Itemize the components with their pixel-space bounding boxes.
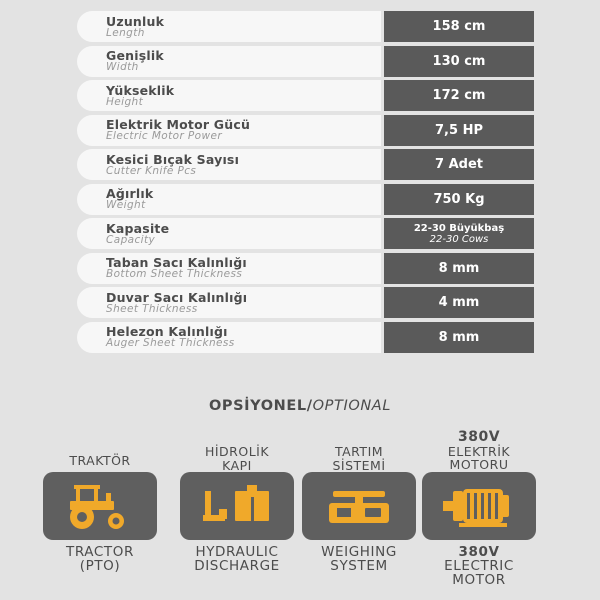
option-title-line: HİDROLİK	[204, 444, 270, 459]
spec-label-en: Sheet Thickness	[106, 302, 198, 315]
option-subtitle-line: DISCHARGE	[194, 558, 280, 574]
spec-label-en: Bottom Sheet Thickness	[106, 268, 243, 280]
scale-icon	[319, 481, 399, 531]
option-subtitle-line: ELECTRIC	[444, 558, 514, 574]
spec-value: 7,5 HP	[384, 115, 534, 146]
optional-heading-sep: /	[306, 398, 313, 414]
spec-value: 8 mm	[384, 253, 534, 284]
option-icon-box	[302, 472, 416, 540]
spec-label-tr: Ağırlık	[106, 186, 154, 201]
option-subtitle	[172, 545, 302, 573]
option-subtitle	[35, 545, 165, 573]
spec-label-en: Cutter Knife Pcs	[106, 164, 197, 177]
spec-label-tr: Kesici Bıçak Sayısı	[106, 151, 240, 167]
capacity-value-en: 22-30 Cows	[429, 233, 489, 245]
option-title-tr	[414, 431, 544, 472]
electric-motor-icon	[439, 481, 519, 531]
spec-value: 158 cm	[384, 11, 534, 42]
spec-label-en: Capacity	[106, 233, 156, 246]
spec-label-tr: Uzunluk	[106, 13, 165, 29]
spec-label-tr: Duvar Sacı Kalınlığı	[106, 289, 248, 305]
spec-value: 4 mm	[384, 287, 534, 318]
spec-label-tr: Kapasite	[106, 220, 170, 236]
option-title-line: SİSTEMİ	[332, 457, 386, 473]
option-subtitle-line: WEIGHING	[321, 544, 397, 560]
optional-item-electric-motor	[414, 0, 544, 600]
spec-value: 7 Adet	[384, 149, 534, 180]
option-subtitle-line: (PTO)	[79, 558, 121, 574]
optional-item-hydraulic-door	[172, 0, 302, 600]
spec-label-tr: Elektrik Motor Gücü	[106, 117, 251, 132]
spec-label-tr: Taban Sacı Kalınlığı	[106, 255, 247, 270]
spec-label-tr: Helezon Kalınlığı	[106, 324, 228, 339]
tractor-icon	[60, 481, 140, 531]
option-icon-box	[422, 472, 536, 540]
option-subtitle-line: MOTOR	[452, 572, 506, 588]
option-title-tr: TRAKTÖR	[69, 453, 131, 468]
optional-item-weighing-system	[294, 0, 424, 600]
spec-label-tr: Yükseklik	[106, 82, 175, 98]
spec-value: 750 Kg	[384, 184, 534, 215]
option-icon-box	[43, 472, 157, 540]
spec-label-tr: Genişlik	[106, 48, 164, 63]
optional-item-tractor	[35, 0, 165, 600]
spec-value: 8 mm	[384, 322, 534, 353]
spec-label-en: Width	[106, 61, 139, 73]
option-subtitle	[414, 545, 544, 587]
optional-heading-tr: OPSİYONEL	[208, 398, 307, 414]
option-title-line: ELEKTRİK	[447, 443, 511, 459]
option-title-tr	[172, 445, 302, 472]
spec-label-en: Height	[106, 95, 144, 108]
option-title-line: TARTIM	[334, 444, 384, 459]
option-icon-box	[180, 472, 294, 540]
option-subtitle-line: HYDRAULIC	[195, 544, 279, 560]
option-title-line: KAPI	[222, 457, 252, 473]
option-title-tr	[294, 445, 424, 472]
option-subtitle-line: TRACTOR	[66, 544, 134, 560]
spec-label-en: Weight	[106, 199, 146, 211]
spec-value: 130 cm	[384, 46, 534, 77]
option-subtitle	[294, 545, 424, 573]
hydraulic-door-icon	[197, 481, 277, 531]
spec-label-en: Auger Sheet Thickness	[106, 337, 235, 349]
capacity-value-tr: 22-30 Büyükbaş	[413, 222, 505, 234]
spec-label-en: Length	[106, 26, 145, 39]
spec-label-en: Electric Motor Power	[106, 130, 223, 142]
option-subtitle-line: 380V	[458, 544, 500, 560]
option-title-line: 380V	[457, 429, 501, 445]
spec-value: 172 cm	[384, 80, 534, 111]
option-subtitle-line: SYSTEM	[330, 558, 388, 574]
optional-heading-en: OPTIONAL	[312, 398, 392, 414]
option-title-line: MOTORU	[449, 457, 509, 472]
